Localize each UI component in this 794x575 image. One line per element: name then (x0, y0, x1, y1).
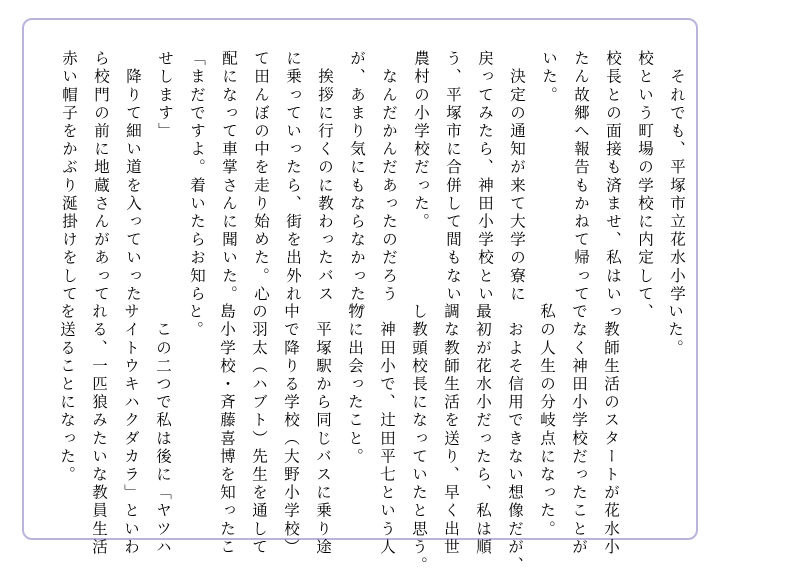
page-frame-lower (22, 18, 698, 575)
text-column: 島小学校・斉藤喜博を知ったこ (218, 303, 236, 557)
text-column: れる、一匹狼みたいな教員生活 (90, 303, 108, 557)
text-column: 教師生活のスタートが花水小 (602, 303, 620, 557)
text-column: 校という町場の学校に内定して、 (636, 50, 654, 322)
text-column: 挨拶に行くのに教わったバス (316, 50, 334, 304)
text-column: の羽太（ハブト）先生を通して (250, 303, 268, 557)
text-column: 私の人生の分岐点になった。 (538, 303, 556, 539)
text-column: 戻ってみたら、神田小学校とい (476, 50, 494, 304)
text-column: およそ信用できない想像だが、 (506, 303, 524, 575)
text-column: 農村の小学校だった。 (412, 50, 430, 231)
text-column: 降りて細い道を入っていった (124, 50, 142, 304)
text-column: 神田小で、辻田平七という人 (378, 303, 396, 557)
text-column: 平塚駅から同じバスに乗り途 (314, 303, 332, 557)
text-column: 校長との面接も済ませ、私はいっ (604, 50, 622, 322)
text-column: たん故郷へ報告もかねて帰って (572, 50, 590, 304)
text-column: て田んぼの中を走り始めた。心 (252, 50, 270, 304)
text-column: に乗っていったら、街を出外れ (284, 50, 302, 304)
text-column: いた。 (666, 303, 684, 358)
text-column: でなく神田小学校だったことが (570, 303, 588, 557)
text-column: なんだかんだあったのだろう (380, 50, 398, 304)
text-column: この二つで私は後に「ヤツハ (154, 303, 172, 557)
text-column: ら校門の前に地蔵さんがあって (92, 50, 110, 304)
text-column: 配になって車掌さんに聞いた。 (220, 50, 238, 304)
text-column: 中で降りる学校（大野小学校） (282, 303, 300, 557)
text-column: 最初が花水小だったら、私は順 (474, 303, 492, 557)
text-column: サイトウキハクダカラ」といわ (122, 303, 140, 557)
text-column: それでも、平塚市立花水小学 (668, 50, 686, 304)
text-column: う、平塚市に合併して間もない (444, 50, 462, 304)
text-column: 「まだですよ。着いたらお知ら (188, 50, 206, 304)
text-column: と。 (186, 303, 204, 340)
text-column: 物に出会ったこと。 (346, 303, 364, 466)
text-column: 決定の通知が来て大学の寮に (508, 50, 526, 304)
text-column: 赤い帽子をかぶり涎掛けをして (60, 50, 78, 304)
text-column: が、あまり気にもならなかった。 (348, 50, 366, 322)
text-column: し教頭校長になっていたと思う。 (410, 303, 428, 575)
text-column: せします」 (156, 50, 174, 141)
text-column: を送ることになった。 (58, 303, 76, 484)
text-column: いた。 (540, 50, 558, 105)
text-column: 調な教師生活を送り、早く出世 (442, 303, 460, 557)
